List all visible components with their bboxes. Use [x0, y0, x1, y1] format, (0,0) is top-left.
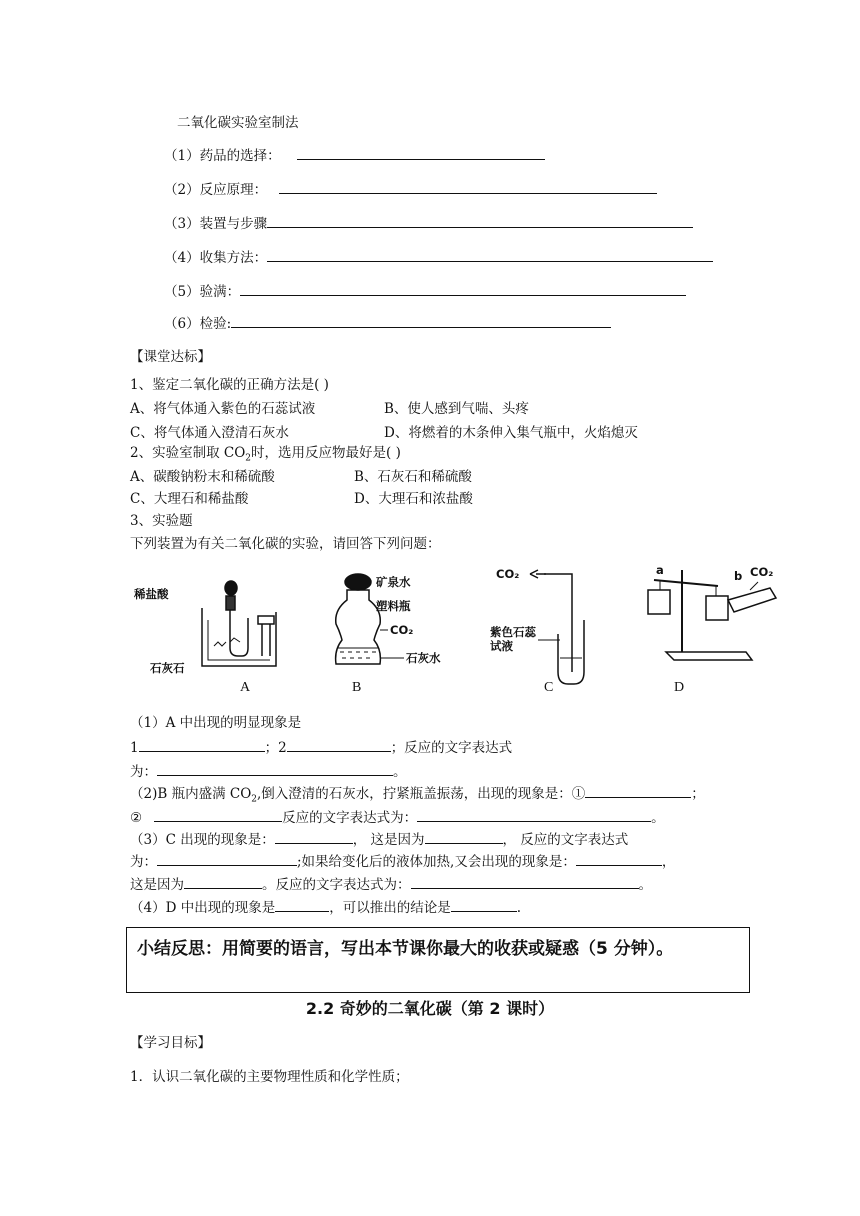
fig-d-b-label: b [734, 569, 743, 583]
q1-option-b[interactable]: B、使人感到气喘、头疼 [384, 401, 529, 417]
fig-a-letter: A [240, 680, 251, 695]
answer-3-text: （3）C 出现的现象是： [130, 832, 275, 848]
answer-blank[interactable] [576, 852, 662, 866]
q1-stem: 1、鉴定二氧化碳的正确方法是( ) [130, 377, 329, 393]
answer-2b-end: 。 [651, 810, 665, 826]
fig-b-water-label: 矿泉水 [376, 575, 411, 589]
heading-classroom: 【课堂达标】 [130, 349, 211, 365]
fig-c-litmus-label-1: 紫色石蕊 [490, 625, 536, 639]
answer-2b-label: ② [130, 810, 143, 826]
learning-goals-heading: 【学习目标】 [130, 1035, 211, 1051]
figure-c-apparatus [530, 570, 584, 684]
answer-1-stem: （1）A 中出现的明显现象是 [130, 715, 302, 731]
learning-goal-1: 1．认识二氧化碳的主要物理性质和化学性质； [130, 1069, 409, 1085]
fig-b-co2-label: CO₂ [390, 623, 414, 637]
fig-b-letter: B [352, 680, 362, 695]
answer-1b-line [130, 762, 407, 781]
answer-blank[interactable] [157, 852, 297, 866]
answer-blank[interactable] [417, 808, 651, 822]
section-title-lab-prep: 二氧化碳实验室制法 [177, 115, 299, 131]
answer-blank[interactable] [139, 738, 265, 752]
apparatus-drawings [130, 560, 790, 710]
q2-stem [130, 444, 401, 468]
answer-3b-mid: ;如果给变化后的液体加热,又会出现的现象是： [297, 854, 576, 870]
q1-option-d[interactable]: D、将燃着的木条伸入集气瓶中，火焰熄灭 [384, 425, 638, 441]
answer-blank[interactable] [275, 898, 329, 912]
answer-blank[interactable] [287, 738, 391, 752]
apparatus-figures [130, 560, 790, 710]
item-label: （1）药品的选择： [164, 148, 281, 164]
fig-a-stone-label: 石灰石 [150, 661, 185, 675]
q2-option-d[interactable]: D、大理石和浓盐酸 [354, 491, 473, 507]
q2-option-b[interactable]: B、石灰石和稀硫酸 [354, 469, 472, 485]
answer-4-end: . [516, 900, 522, 916]
answer-1b-label: 为： [130, 764, 157, 780]
answer-blank[interactable] [231, 314, 611, 328]
item-label: （6）检验: [164, 316, 232, 332]
fig-d-a-label: a [656, 563, 664, 577]
item-label: （4）收集方法： [164, 250, 268, 266]
answer-blank[interactable] [425, 830, 503, 844]
answer-blank[interactable] [451, 898, 517, 912]
q1-option-a[interactable]: A、将气体通入紫色的石蕊试液 [130, 401, 316, 417]
fig-d-co2-label: CO₂ [750, 565, 774, 579]
answer-2b-line [130, 808, 665, 827]
answer-blank[interactable] [585, 784, 691, 798]
answer-3-mid: ， 这是因为 [352, 832, 425, 848]
answer-3b-line [130, 852, 675, 871]
answer-3c-line [130, 875, 652, 894]
summary-reflection-box[interactable] [126, 927, 750, 993]
answer-2-text: （2)B 瓶内盛满 CO [130, 786, 252, 802]
q1-option-c[interactable]: C、将气体通入澄清石灰水 [130, 425, 289, 441]
answer-2-subscript: 2 [251, 794, 257, 805]
q2-stem-text: 2、实验室制取 CO [130, 445, 246, 461]
answer-3b-label: 为： [130, 854, 157, 870]
answer-2-end: ； [691, 786, 705, 802]
answer-blank[interactable] [157, 762, 393, 776]
item-apparatus-steps [164, 214, 693, 233]
q3-intro: 下列装置为有关二氧化碳的实验，请回答下列问题： [130, 536, 441, 552]
next-section-title: 2.2 奇妙的二氧化碳（第 2 课时） [305, 999, 555, 1018]
q2-option-c[interactable]: C、大理石和稀盐酸 [130, 491, 249, 507]
item-test [164, 314, 611, 333]
answer-1-sep: ；2 [264, 740, 287, 756]
q2-stem-tail: 时，选用反应物最好是( ) [251, 445, 401, 461]
item-reagents [164, 146, 545, 165]
answer-3c-end: 。 [638, 877, 652, 893]
answer-blank[interactable] [267, 248, 713, 262]
item-reaction-principle [164, 180, 657, 199]
answer-3-tail: ， 反应的文字表达式 [502, 832, 629, 848]
answer-blank[interactable] [267, 214, 693, 228]
answer-3c-mid: 。反应的文字表达式为： [262, 877, 411, 893]
item-label: （5）验满： [164, 284, 241, 300]
answer-2-line [130, 784, 705, 809]
fig-c-litmus-label-2: 试液 [490, 639, 513, 653]
answer-blank[interactable] [184, 875, 262, 889]
answer-blank[interactable] [411, 875, 639, 889]
answer-4-text: （4）D 中出现的现象是 [130, 900, 276, 916]
answer-3-line [130, 830, 628, 849]
answer-blank[interactable] [240, 282, 686, 296]
answer-2-tail: ,倒入澄清的石灰水，拧紧瓶盖振荡，出现的现象是：① [257, 786, 586, 802]
answer-blank[interactable] [154, 808, 282, 822]
fig-b-bottle-label: 塑料瓶 [376, 599, 411, 613]
q2-stem-subscript: 2 [245, 453, 252, 464]
fig-b-lime-label: 石灰水 [406, 651, 441, 665]
fig-c-co2-label: CO₂ [496, 567, 520, 581]
fig-a-acid-label: 稀盐酸 [134, 587, 169, 601]
answer-1-number: 1 [130, 740, 139, 756]
q3-stem: 3、实验题 [130, 513, 193, 529]
fig-c-letter: C [544, 680, 554, 695]
answer-1b-end: 。 [393, 764, 407, 780]
item-collection-method [164, 248, 713, 267]
item-label: （2）反应原理： [164, 182, 268, 198]
q2-option-a[interactable]: A、碳酸钠粉末和稀硫酸 [130, 469, 275, 485]
answer-2b-mid: 反应的文字表达式为： [282, 810, 418, 826]
item-check-full [164, 282, 686, 301]
answer-1-tail: ；反应的文字表达式 [390, 740, 513, 756]
fig-d-letter: D [674, 680, 685, 695]
answer-4-mid: ，可以推出的结论是 [329, 900, 451, 916]
figure-d-apparatus [648, 570, 776, 660]
answer-3c-label: 这是因为 [130, 877, 184, 893]
figure-a-apparatus [202, 581, 276, 666]
item-label: （3）装置与步骤 [164, 216, 268, 232]
answer-4-line [130, 898, 521, 917]
answer-blank[interactable] [297, 146, 545, 160]
answer-blank[interactable] [279, 180, 657, 194]
summary-reflection-text: 小结反思：用简要的语言，写出本节课你最大的收获或疑惑（5 分钟）。 [137, 939, 674, 959]
answer-3b-end: ， [661, 854, 676, 870]
answer-1-line [130, 738, 512, 757]
answer-blank[interactable] [275, 830, 353, 844]
